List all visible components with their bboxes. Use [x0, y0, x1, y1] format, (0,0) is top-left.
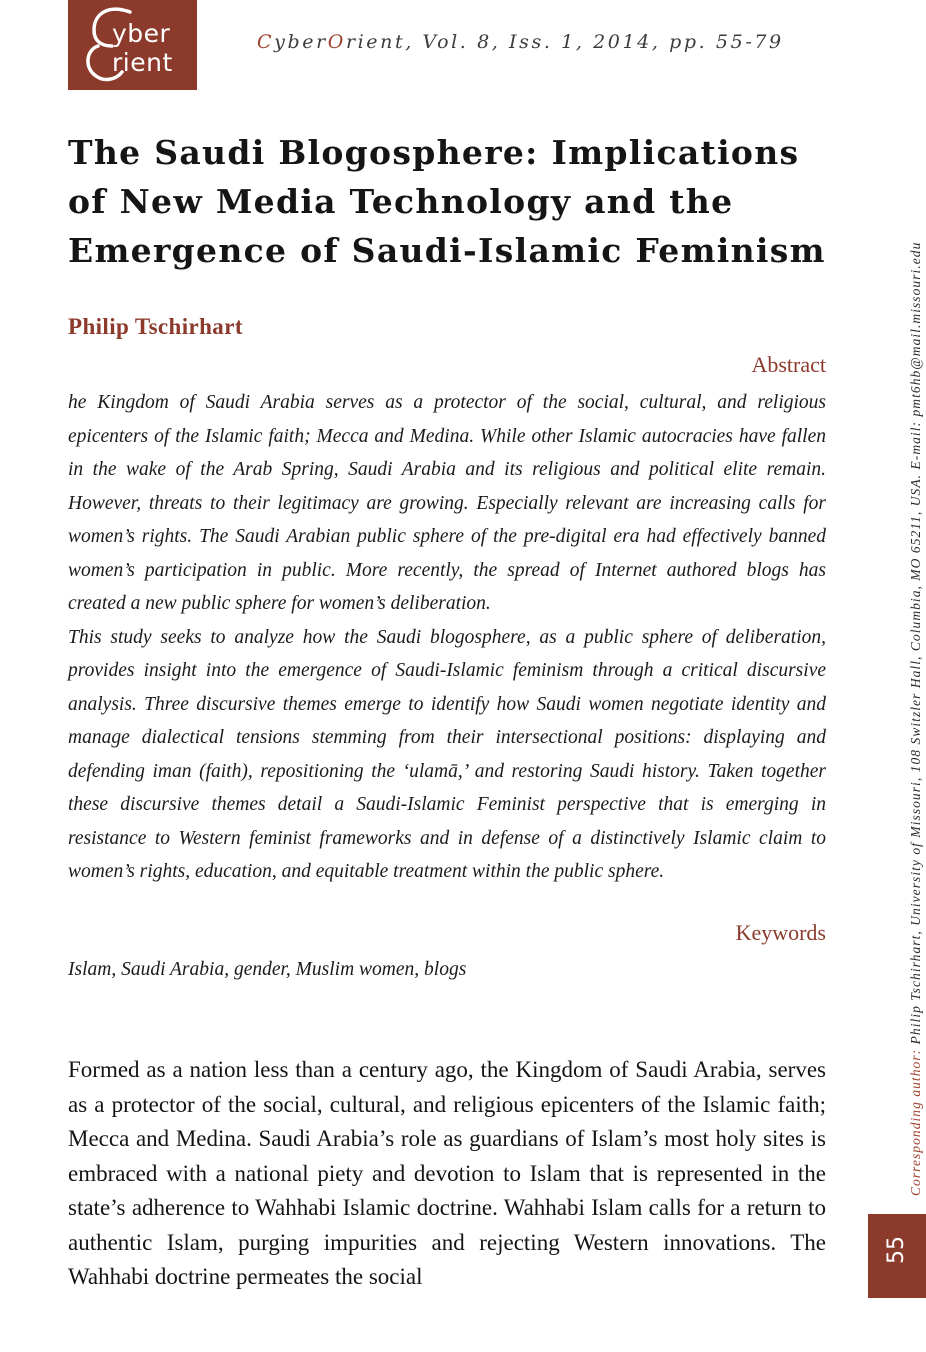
journal-logo — [68, 0, 197, 90]
abstract-paragraph-2: This study seeks to analyze how the Saudi blogosphere, as a public sphere of deliberation, provides insight into the emergence of Saudi-Islamic feminism through a critical discursive analysis. Three discursive themes emerge to identify how Saudi women negotiate identity and manage dialectical tensions stemming from their intersectional positions: displaying and defending iman (faith), repositioning the ‘ulamā,’ and restoring Saudi history. Taken together these discursive themes detail a Saudi-Islamic Feminist perspective that is emerging in resistance to Western feminist frameworks and in defense of a distinctively Islamic claim to women’s rights, education, and equitable treatment within the public sphere. — [68, 626, 826, 882]
keywords-heading: Keywords — [735, 920, 826, 945]
logo-word-orient: rient — [112, 48, 173, 77]
journal-issue-info: rient, Vol. 8, Iss. 1, 2014, pp. 55-79 — [345, 31, 784, 53]
article-body — [68, 1053, 826, 1295]
journal-citation — [257, 31, 784, 53]
corresponding-author-label: Corresponding author: — [908, 1048, 923, 1196]
journal-initial-c: C — [257, 31, 275, 53]
logo-word-cyber: yber — [112, 19, 171, 48]
page-number: 55 — [884, 1236, 909, 1264]
abstract-heading: Abstract — [751, 352, 826, 377]
abstract-paragraph-1: he Kingdom of Saudi Arabia serves as a protector of the social, cultural, and religious epicenters of the Islamic faith; Mecca and Medina. While other Islamic autocracies have fallen in the wake of the Arab Spring, Saudi Arabia and its religious and political elite remain. However, threats to their legitimacy are growing. Especially relevant are increasing calls for women’s rights. The Saudi Arabian public sphere of the pre-digital era had effectively banned women’s participation in public. More recently, the spread of Internet authored blogs has created a new public sphere for women’s deliberation. — [68, 392, 826, 614]
abstract-body — [68, 386, 826, 889]
page-number-tab — [868, 1214, 926, 1298]
keywords-list: Islam, Saudi Arabia, gender, Muslim women, blogs — [68, 959, 467, 980]
corresponding-author-note — [908, 101, 924, 1196]
author-name: Philip Tschirhart — [68, 314, 243, 339]
corresponding-author-details: Philip Tschirhart, University of Missouri, 108 Switzler Hall, Columbia, MO 65211, USA. E-mail: pmt6hb@mail.missouri.edu — [908, 241, 923, 1045]
journal-name-part1: yber — [274, 31, 328, 53]
body-paragraph-1: Formed as a nation less than a century ago, the Kingdom of Saudi Arabia, serves as a protector of the social, cultural, and religious epicenters of the Islamic faith; Mecca and Medina. Saudi Arabia’s role as guardians of Islam’s most holy sites is embraced with a national piety and devotion to Islam that is represented in the state’s adherence to Wahhabi Islamic doctrine. Wahhabi Islam calls for a return to authentic Islam, purging impurities and rejecting Western innovations. The Wahhabi doctrine permeates the social — [68, 1057, 826, 1289]
article-title: The Saudi Blogosphere: Implications of New Media Technology and the Emergence of Saudi-Islamic Feminism — [68, 133, 826, 270]
journal-initial-o: O — [327, 31, 346, 53]
